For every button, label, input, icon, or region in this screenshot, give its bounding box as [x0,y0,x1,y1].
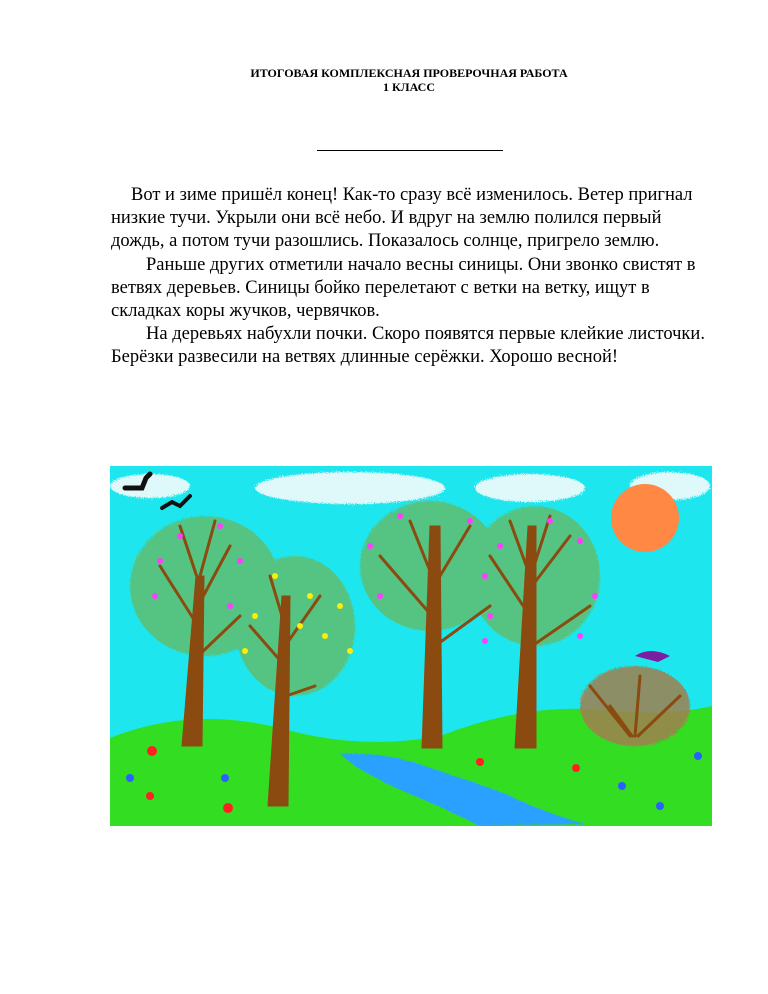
name-underline [317,150,503,151]
paragraph-2: Раньше других отметили начало весны синицы. Они звонко свистят в ветвях деревьев. Синицы бойко перелетают с ветки на ветку, ищут в складках коры жучков, червячков. [111,254,696,322]
title-line-2: 1 КЛАСС [382,80,436,94]
title-line-1: ИТОГОВАЯ КОМПЛЕКСНАЯ ПРОВЕРОЧНАЯ РАБОТА [250,66,568,80]
spring-illustration [110,466,712,826]
story-text [111,184,711,370]
sun-icon [611,484,679,552]
paragraph-3: На деревьях набухли почки. Скоро появятся первые клейкие листочки. Берёзки развесили на ветвях длинные серёжки. Хорошо весной! [111,324,705,368]
page-title [0,66,768,94]
paragraph-1: Вот и зиме пришёл конец! Как-то сразу всё изменилось. Ветер пригнал низкие тучи. Укрыли они всё небо. И вдруг на землю полился первый дождь, а потом тучи разошлись. Показалось солнце, пригрело землю. [111,185,693,252]
